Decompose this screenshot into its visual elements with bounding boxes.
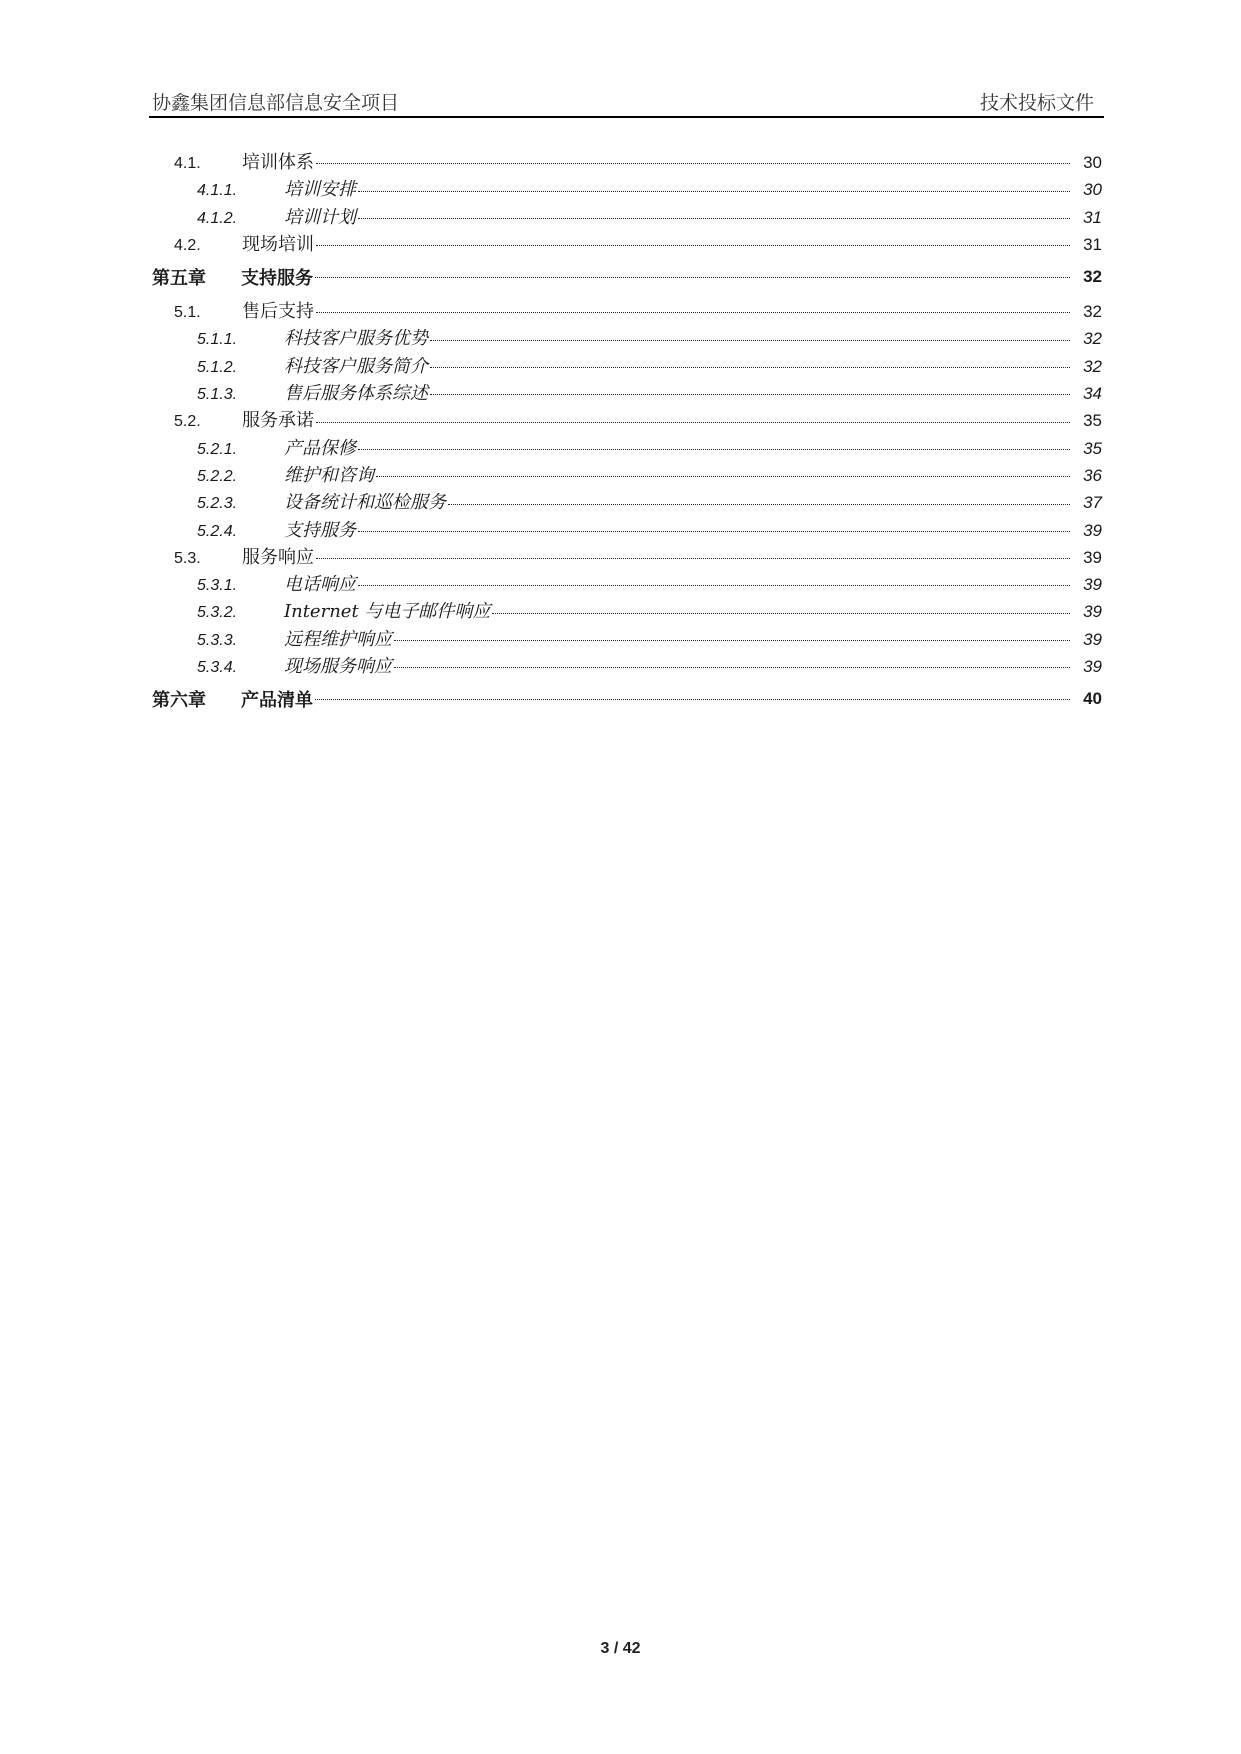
toc-entry-page: 35 [1083,438,1102,458]
toc-leader-dots [316,557,1070,559]
toc-entry-title: 产品清单 [241,690,313,712]
toc-leader-dots [316,162,1070,164]
toc-entry-page: 32 [1083,302,1102,322]
toc-entry-number: 5.2.2. [197,467,238,485]
toc-chapter-entry[interactable] [152,257,1102,297]
toc-entry-title: 现场服务响应 [284,656,392,678]
toc-entry[interactable] [152,652,1102,679]
toc-entry-title: 培训计划 [284,206,356,228]
toc-entry[interactable] [152,148,1102,175]
toc-entry[interactable] [152,516,1102,543]
toc-entry-number: 4.2. [174,236,201,254]
toc-entry-page: 32 [1083,267,1102,287]
toc-entry[interactable] [152,461,1102,488]
toc-entry[interactable] [152,625,1102,652]
toc-entry-number: 第五章 [152,268,206,290]
toc-entry[interactable] [152,352,1102,379]
toc-entry-number: 5.2.3. [197,495,238,513]
toc-entry-number: 5.3.4. [197,659,238,677]
toc-leader-dots [394,666,1070,668]
toc-entry-page: 37 [1083,493,1102,513]
toc-entry[interactable] [152,379,1102,406]
toc-entry[interactable] [152,543,1102,570]
toc-leader-dots [394,639,1070,641]
toc-entry-title: 培训安排 [284,179,356,201]
toc-entry-page: 35 [1083,411,1102,431]
toc-entry-page: 39 [1083,520,1102,540]
page-number: 3 / 42 [600,1640,641,1657]
toc-entry-page: 32 [1083,329,1102,349]
toc-entry-title: 维护和咨询 [284,464,374,486]
toc-leader-dots [430,393,1070,395]
toc-entry[interactable] [152,230,1102,257]
toc-chapter-entry[interactable] [152,679,1102,719]
toc-entry-number: 5.2.1. [197,440,238,458]
toc-entry-number: 5.3.3. [197,631,238,649]
toc-leader-dots [316,311,1070,313]
toc-entry-number: 5.1.3. [197,386,238,404]
toc-entry-title: 服务响应 [242,546,314,568]
toc-leader-dots [430,366,1070,368]
toc-leader-dots [315,276,1070,278]
toc-entry-number: 5.1.2. [197,358,238,376]
toc-entry-page: 40 [1083,689,1102,709]
toc-entry-number: 5.2.4. [197,522,238,540]
toc-leader-dots [358,190,1070,192]
toc-entry-number: 5.3. [174,549,201,567]
toc-entry-title: 售后服务体系综述 [284,383,428,405]
toc-entry-page: 31 [1083,207,1102,227]
toc-entry-number: 5.1.1. [197,331,238,349]
toc-entry[interactable] [152,434,1102,461]
toc-entry[interactable] [152,297,1102,324]
toc-leader-dots [316,244,1070,246]
toc-entry-page: 36 [1083,465,1102,485]
toc-entry[interactable] [152,488,1102,515]
toc-entry[interactable] [152,570,1102,597]
toc-entry-number: 5.2. [174,413,201,431]
toc-entry-number: 4.1.1. [197,182,238,200]
toc-entry-page: 39 [1083,575,1102,595]
toc-entry-title: 科技客户服务优势 [284,328,428,350]
toc-entry-title: 服务承诺 [242,410,314,432]
toc-entry-title: 电话响应 [284,574,356,596]
header-project-title: 协鑫集团信息部信息安全项目 [152,92,400,114]
toc-leader-dots [448,503,1070,505]
toc-entry-number: 5.3.1. [197,577,238,595]
toc-entry-number: 4.1.2. [197,209,238,227]
toc-entry-title: Internet 与电子邮件响应 [284,601,491,623]
toc-entry[interactable] [152,175,1102,202]
toc-leader-dots [376,475,1070,477]
page-header [149,84,1104,118]
toc-entry-title: 培训体系 [242,152,314,173]
toc-entry[interactable] [152,324,1102,351]
toc-leader-dots [358,448,1070,450]
toc-entry[interactable] [152,597,1102,624]
toc-entry[interactable] [152,406,1102,433]
toc-leader-dots [316,421,1070,423]
toc-entry-page: 39 [1083,629,1102,649]
toc-entry-page: 39 [1083,547,1102,567]
toc-entry-title: 远程维护响应 [284,628,392,650]
toc-leader-dots [358,530,1070,532]
toc-entry-page: 34 [1083,384,1102,404]
header-document-type: 技术投标文件 [979,92,1094,114]
toc-entry-page: 30 [1083,153,1102,172]
toc-entry-title: 现场培训 [242,233,314,255]
toc-entry-title: 科技客户服务简介 [284,355,428,377]
toc-entry-title: 产品保修 [284,437,356,459]
toc-entry-number: 4.1. [174,155,201,172]
table-of-contents [152,148,1102,719]
toc-entry-page: 30 [1083,180,1102,200]
toc-leader-dots [315,698,1070,700]
toc-entry-title: 支持服务 [241,268,313,290]
toc-entry-number: 5.3.2. [197,604,238,622]
toc-entry-number: 5.1. [174,304,201,322]
toc-entry-page: 31 [1083,234,1102,254]
toc-entry-page: 39 [1083,602,1102,622]
toc-entry-number: 第六章 [152,690,206,712]
toc-entry[interactable] [152,203,1102,230]
toc-entry-title: 售后支持 [242,301,314,323]
toc-leader-dots [358,217,1070,219]
toc-leader-dots [358,584,1070,586]
toc-entry-page: 32 [1083,356,1102,376]
toc-entry-page: 39 [1083,657,1102,677]
toc-leader-dots [430,339,1070,341]
toc-entry-title: 支持服务 [284,519,356,541]
toc-leader-dots [492,612,1070,614]
toc-entry-title: 设备统计和巡检服务 [284,492,446,514]
